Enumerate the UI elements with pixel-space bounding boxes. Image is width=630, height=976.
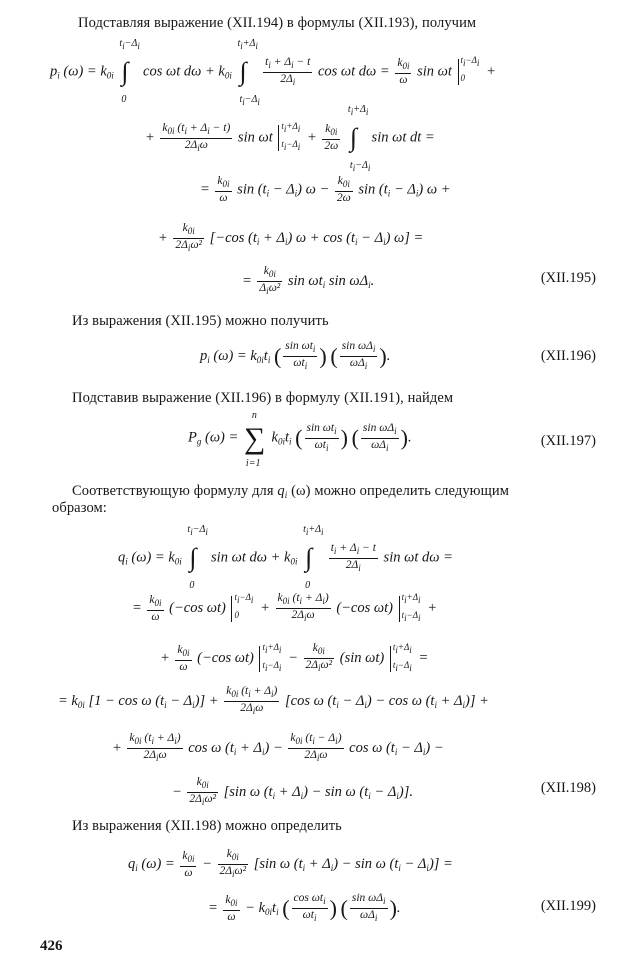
formula-line-1: $p_i$ $(\omega) = k_{0i}$ ti−Δi ∫ 0 cos ωt $d\omega + k_{0i}$ ti+Δi ∫ ti−Δi $\frac{t_i + \Delta_i - t}{2\Delta_i}$ cos ωt dω = $\frac{k_{0i}}{\omega}$ sin ωt ti−Δi 0 + — [50, 38, 496, 107]
formula-196: $p_i$ $(\omega) = k_{0i}t_i$ ( $\frac{\sin \omega t_i}{\omega t_i}$ ) ( $\frac{\sin \omega\Delta_i}{\omega\Delta_i}$ ). — [200, 340, 391, 371]
equation-number-195: (XII.195) — [540, 270, 596, 286]
equation-number-199: (XII.199) — [540, 898, 596, 914]
formula-q-line-4: = $k_{0i}$ [1 − cos ω $(t_i - \Delta_i)$] + $\frac{k_{0i} (t_i + \Delta_i)}{2\Delta_i\omega}$ [cos ω $(t_i - \Delta_i) - \cos \omega$ $(t_i + \Delta_i)$] + — [58, 685, 489, 716]
page-number: 426 — [40, 938, 63, 954]
formula-line-5: = $\frac{k_{0i}}{\Delta_i\omega^2}$ $\sin \omega t_i$ $\sin \omega\Delta_i$. — [242, 265, 375, 296]
formula-199-line-1: $q_i$ (ω) = $\frac{k_{0i}}{\omega}$ − $\frac{k_{0i}}{2\Delta_i\omega^2}$ [sin ω $(t_i + \Delta_i) - \sin \omega$ $(t_i - \Delta_i)$] = — [128, 848, 453, 879]
paragraph-4-start: Соответствующую формулу для — [72, 483, 274, 499]
paragraph-5: Из выражения (XII.198) можно определить — [72, 818, 342, 834]
paragraph-4-symbol: q — [277, 483, 285, 499]
paragraph-3: Подставив выражение (XII.196) в формулу (XII.191), найдем — [72, 390, 454, 406]
paragraph-4: Соответствующую формулу для $q_i$ (ω) можно определить следующим — [72, 483, 510, 500]
paragraph-4-cont: образом: — [52, 500, 107, 516]
formula-q-line-2: = $\frac{k_{0i}}{\omega}$ (−cos ωt) ti−Δi 0 + $\frac{k_{0i} (t_i + \Delta_i)}{2\Delta_i\omega}$ (−cos ωt) ti+Δi ti−Δi + — [132, 591, 438, 623]
paragraph-2: Из выражения (XII.195) можно получить — [72, 313, 329, 329]
equation-number-198: (XII.198) — [540, 780, 596, 796]
formula-line-2: + $\frac{k_{0i} (t_i + \Delta_i - t)}{2\Delta_i\omega}$ sin ωt ti+Δi ti−Δi + $\frac{k_{0i}}{2\omega}$ ti+Δi ∫ ti−Δi sin ωt dt = — [145, 104, 435, 173]
formula-line-4: + $\frac{k_{0i}}{2\Delta_i\omega^2}$ [−cos $(t_i + \Delta_i) \omega + \cos (t_i - \Delta_i) \omega$] = — [158, 222, 424, 253]
formula-line-3: = $\frac{k_{0i}}{\omega}$ $\sin (t_i - \Delta_i) \omega$ − $\frac{k_{0i}}{2\omega}$ $\sin (t_i - \Delta_i) \omega$ + — [200, 175, 451, 204]
formula-199-line-2: = $\frac{k_{0i}}{\omega}$ − $k_{0i}t_i$ ( $\frac{\cos \omega t_i}{\omega t_i}$ ) ( $\frac{\sin \omega\Delta_i}{\omega\Delta_i}$ ). — [208, 892, 401, 923]
equation-number-197: (XII.197) — [540, 433, 596, 449]
paragraph-intro: Подставляя выражение (XII.194) в формулы (XII.193), получим — [78, 15, 477, 31]
formula-q-line-1: $q_i$ $(\omega) = k_{0i}$ ti−Δi ∫ 0 sin ωt $d\omega + k_{0i}$ ti+Δi ∫ 0 $\frac{t_i + \Delta_i - t}{2\Delta_i}$ sin ωt dω = — [118, 524, 453, 591]
formula-q-line-3: + $\frac{k_{0i}}{\omega}$ (−cos ωt) ti+Δi ti−Δi − $\frac{k_{0i}}{2\Delta_i\omega^2}$ (sin ωt) ti+Δi ti−Δi = — [160, 641, 429, 673]
formula-197: $P_g$ (ω) = n ∑ i=1 $k_{0i}t_i$ ( $\frac{\sin \omega t_i}{\omega t_i}$ ) ( $\frac{\sin \omega\Delta_i}{\omega\Delta_i}$ ). — [188, 410, 412, 469]
equation-number-196: (XII.196) — [540, 348, 596, 364]
formula-q-line-5: + $\frac{k_{0i} (t_i + \Delta_i)}{2\Delta_i\omega}$ cos ω $(t_i + \Delta_i)$ − $\frac{k_{0i} (t_i - \Delta_i)}{2\Delta_i\omega}$ cos ω $(t_i - \Delta_i)$ − — [112, 732, 444, 763]
formula-q-line-6: − $\frac{k_{0i}}{2\Delta_i\omega^2}$ [sin ω $(t_i + \Delta_i) - \sin \omega$ $(t_i - \Delta_i)$]. — [172, 776, 413, 807]
paragraph-4-end: (ω) можно определить следующим — [291, 483, 510, 499]
